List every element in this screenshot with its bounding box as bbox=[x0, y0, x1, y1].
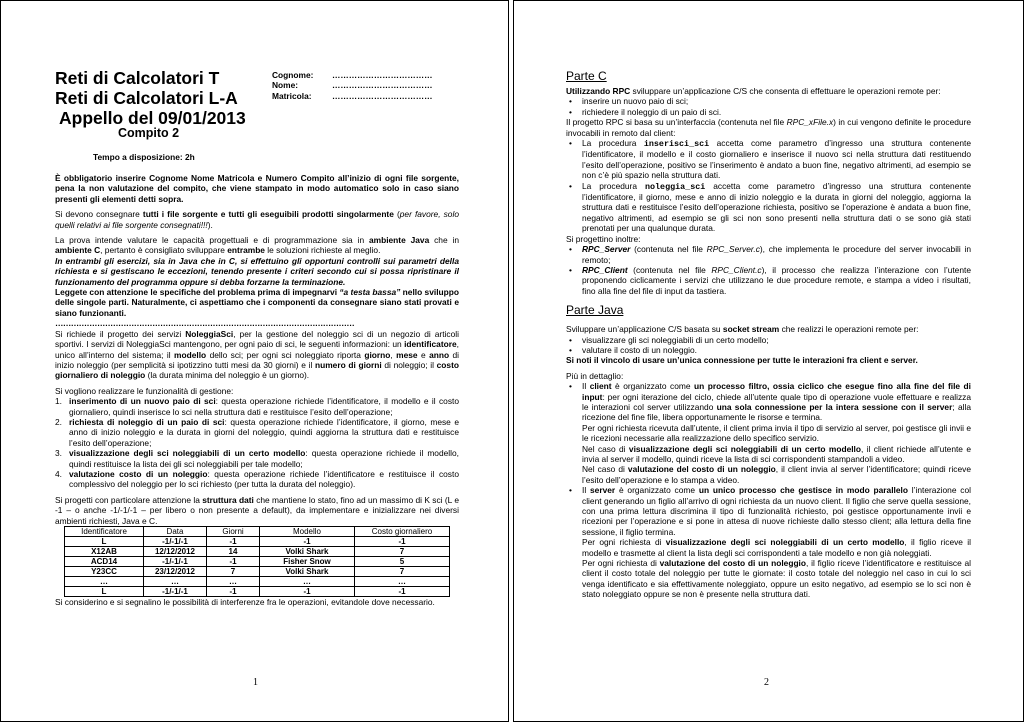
page-number: 2 bbox=[764, 677, 769, 688]
funzionalita-item: 4. valutazione costo di un noleggio: questa operazione richiede l’identificatore e restituisce il costo complessivo del noleggio per lo sci richiesto (per tutta la durata del noleggio). bbox=[55, 468, 459, 490]
bullet-item: • valutare il costo di un noleggio. bbox=[569, 344, 697, 355]
table-cell: … bbox=[207, 577, 260, 587]
bullet-item: • richiedere il noleggio di un paio di sci. bbox=[569, 106, 722, 117]
table-cell: … bbox=[260, 577, 355, 587]
table-cell: -1 bbox=[207, 587, 260, 597]
table-cell: L bbox=[65, 587, 144, 597]
java-vincolo: Si noti il vincolo di usare un’unica connessione per tutte le interazioni fra client e server. bbox=[566, 355, 918, 366]
title-line-2: Reti di Calcolatori L-A bbox=[55, 88, 238, 108]
page1-body bbox=[55, 173, 459, 607]
section-parte-java: Parte Java bbox=[566, 303, 624, 318]
table-cell: 5 bbox=[355, 557, 450, 567]
procedure-inserisci: • La procedura inserisci_sci accetta come parametro d’ingresso una struttura contenente l’identificatore, il modello e il costo giornaliero e inserisce il nuovo sci nella struttura dati restituendo l’esito dell’operazione, positivo se l’inserimento è andato a buon fine, negativo altrimenti, ad esempio se non c’è più spazio nella struttura dati. bbox=[569, 138, 971, 181]
table-header-cell: Identificatore bbox=[65, 527, 144, 537]
table-cell: -1/-1/-1 bbox=[144, 587, 207, 597]
title-line-3: Appello del 09/01/2013 bbox=[59, 108, 246, 128]
rpc-client-item: • RPC_Client (contenuta nel file RPC_Client.c), il processo che realizza l’interazione con l’utente proponendo ciclicamente i servizi che utilizzano le due procedure remote, e stampa a video i risultati, fino alla fine del file di input da tastiera. bbox=[569, 264, 971, 296]
page-1 bbox=[0, 0, 509, 722]
table-cell: -1 bbox=[260, 587, 355, 597]
table-cell: 12/12/2012 bbox=[144, 547, 207, 557]
dettaglio-label: Più in dettaglio: bbox=[566, 370, 624, 381]
table-cell: -1/-1/-1 bbox=[144, 537, 207, 547]
progetto-paragraph: Si richiede il progetto dei servizi NoleggiaSci, per la gestione del noleggio sci di un negozio di articoli sportivi. I servizi di NoleggiaSci mantengono, per ogni paio di sci, le seguenti informazioni: un identificatore, unico all’interno del sistema; il modello dello sci; per ogni sci noleggiato riporta giorno, mese e anno di inizio noleggio (per semplicità si ipotizzino tutti mesi da 30 giorni) e il numero di giorni di noleggio; il costo giornaliero di noleggio (la durata minima del noleggio è un giorno). bbox=[55, 328, 460, 381]
table-cell: 7 bbox=[355, 547, 450, 557]
rpc-intro: Utilizzando RPC sviluppare un’applicazione C/S che consenta di effettuare le operazioni remote per: bbox=[566, 86, 941, 96]
table-cell: -1 bbox=[207, 537, 260, 547]
interferenze-paragraph: Si considerino e si segnalino le possibilità di interferenze fra le operazioni, evitandole dove necessario. bbox=[55, 597, 435, 607]
table-cell: 7 bbox=[355, 567, 450, 577]
table-row bbox=[65, 577, 450, 587]
exam-title bbox=[55, 68, 246, 128]
table-cell: … bbox=[355, 577, 450, 587]
controlli-paragraph: In entrambi gli esercizi, sia in Java che in C, si effettuino gli opportuni controlli sui parametri della richiesta e si gestiscano le eccezioni, tenendo presente i criteri secondo cui si possa ripristinare il funzionamento del programma oppure si debba forzarne la terminazione. bbox=[55, 255, 459, 287]
table-cell: -1 bbox=[355, 537, 450, 547]
funzionalita-item: 3. visualizzazione degli sci noleggiabili di un certo modello: questa operazione richiede il modello, quindi restituisce la lista dei gli sci noleggiabili per tale modello; bbox=[55, 448, 459, 469]
table-cell: -1 bbox=[260, 537, 355, 547]
consegna-paragraph: Si devono consegnare tutti i file sorgente e tutti gli eseguibili prodotti singolarmente (per favore, solo quelli relativi ai file sorgente consegnati!!!). bbox=[55, 209, 459, 230]
student-fields bbox=[272, 70, 433, 101]
section-parte-c: Parte C bbox=[566, 69, 607, 83]
table-header-cell: Giorni bbox=[207, 527, 260, 537]
attenzione-paragraph: Leggete con attenzione le specifiche del problema prima di impegnarvi “a testa bassa” nello sviluppo delle singole parti. Naturalmente, ci aspettiamo che i componenti da consegnare siano stati provati e siano funzionanti. bbox=[55, 287, 459, 318]
tempo-label: Tempo a disposizione: 2h bbox=[93, 152, 195, 162]
table-cell: 14 bbox=[207, 547, 260, 557]
progettino-intro: Si progettino inoltre: bbox=[566, 233, 641, 244]
table-cell: -1 bbox=[207, 557, 260, 567]
table-cell: 7 bbox=[207, 567, 260, 577]
page2-body bbox=[566, 69, 971, 600]
table-row bbox=[65, 567, 450, 577]
table-cell: … bbox=[144, 577, 207, 587]
rpc-server-item: • RPC_Server (contenuta nel file RPC_Server.c), che implementa le procedure del server invocabili in remoto; bbox=[569, 244, 971, 265]
obbligo-paragraph: È obbligatorio inserire Cognome Nome Matricola e Numero Compito all’inizio di ogni file sorgente, pena la non valutazione del compito, che viene stampato in modo automatico solo in caso siano presenti gli elementi detti sopra. bbox=[55, 173, 459, 204]
page-number: 1 bbox=[253, 677, 258, 688]
server-description: • Il server è organizzato come un unico processo che gestisce in modo parallelo l’interazione col client generando un figlio all’arrivo di ogni richiesta da un nuovo client. Il figlio che serve quella sessione, con una prima lettura discrimina il tipo di funzionalità richiesto, poi gestisce opportunamente invii e ricezioni per l’operazione e si pone in attesa di nuove richieste dallo stesso client; alla lettura della fine sessione, il figlio termina. Per ogni richiesta di visualizzazione degli sci noleggiabili di un certo modello, il figlio riceve il modello e trasmette al client la lista degli sci corrispondenti a tale modello e non già noleggiati. Per ogni richiesta di valutazione del costo di un noleggio, il figlio riceve l’identificatore e restituisce al client il costo totale del noleggio per tutte le giornate: il costo totale del noleggio nel caso in cui lo sci venga identificato e sia effettivamente noleggiato, oppure un esito negativo, ad esempio se lo sci non è stato noleggiato oppure se non è presente nella struttura dati. bbox=[569, 485, 972, 600]
java-intro: Sviluppare un’applicazione C/S basata su socket stream che realizzi le operazioni remote per: bbox=[566, 324, 919, 335]
field-matricola: Matricola: ……………………………… bbox=[272, 90, 433, 101]
funzionalita-item: 2. richiesta di noleggio di un paio di sci: questa operazione richiede l’identificatore, il giorno, mese e anno di inizio noleggio e la durata in giorni del noleggio, quindi aggiorna la struttura dati e restituisce l’esito dell’operazione; bbox=[55, 416, 460, 448]
table-cell: ACD14 bbox=[65, 557, 144, 567]
rpc-interfaccia: Il progetto RPC si basa su un’interfaccia (contenuta nel file RPC_xFile.x) in cui vengono definite le procedure invocabili in remoto dal client: bbox=[566, 117, 971, 138]
procedure-noleggia: • La procedura noleggia_sci accetta come parametro d’ingresso una struttura contenente l’identificatore, il giorno, mese e anno di inizio noleggio e la durata in giorni del noleggio, aggiorna la struttura dati e restituisce l’esito dell’operazione richiesta, positivo se l’operazione è andata a buon fine, negativo altrimenti, ad esempio se gli sci non sono presenti nella struttura dati o se sono già stati prenotati per una qualunque durata. bbox=[569, 180, 971, 234]
table-row bbox=[65, 587, 450, 597]
table-cell: Y23CC bbox=[65, 567, 144, 577]
table-cell: X12AB bbox=[65, 547, 144, 557]
table-cell: … bbox=[65, 577, 144, 587]
funzionalita-intro: Si vogliono realizzare le funzionalità di gestione: bbox=[55, 385, 234, 396]
bullet-item: • visualizzare gli sci noleggiabili di un certo modello; bbox=[569, 334, 769, 345]
table-cell: 23/12/2012 bbox=[144, 567, 207, 577]
table-cell: -1/-1/-1 bbox=[144, 557, 207, 567]
struttura-paragraph: Si progetti con particolare attenzione la struttura dati che mantiene lo stato, fino ad un massimo di K sci (L e -1 – o anche -1/-1/-1 – per libero o non presente a default), da implementare e inizializzare nei diversi ambienti richiesti, Java e C. bbox=[55, 494, 459, 526]
bullet-item: • inserire un nuovo paio di sci; bbox=[569, 96, 689, 107]
client-description: • Il client è organizzato come un processo filtro, ossia ciclico che esegue fino alla fine del file di input: per ogni iterazione del ciclo, chiede all’utente quale tipo di operazione vuole effettuare e realizza le interazioni col server utilizzando una sola connessione per la intera sessione con il server; alla ricezione del fine file, libera opportunamente le risorse e termina. Per ogni richiesta ricevuta dall’utente, il client prima invia il tipo di servizio al server, poi gestisce gli invii e le ricezioni necessarie alla realizzazione dello specifico servizio. Nel caso di visualizzazione degli sci noleggiabili di un certo modello, il client richiede all’utente e invia al server il modello, quindi riceve la lista di sci corrispondenti stampandoli a video. Nel caso di valutazione del costo di un noleggio, il client invia al server l’identificatore; quindi riceve l’esito dell’operazione e lo stampa a video. bbox=[569, 381, 972, 485]
table-cell: Fisher Snow bbox=[260, 557, 355, 567]
field-nome: Nome: ……………………………… bbox=[272, 80, 433, 91]
page-2 bbox=[513, 0, 1024, 722]
title-line-1: Reti di Calcolatori T bbox=[55, 68, 220, 88]
table-header-cell: Modello bbox=[260, 527, 355, 537]
field-cognome: Cognome: ……………………………… bbox=[272, 70, 433, 80]
dotted-separator: …………………………………………………………………………………………………… bbox=[55, 318, 355, 329]
struttura-table bbox=[64, 526, 450, 597]
table-header-cell: Data bbox=[144, 527, 207, 537]
compito-label: Compito 2 bbox=[118, 126, 180, 140]
table-row bbox=[65, 557, 450, 567]
table-header-cell: Costo giornaliero bbox=[355, 527, 450, 537]
table-cell: -1 bbox=[355, 587, 450, 597]
prova-paragraph: La prova intende valutare le capacità progettuali e di programmazione sia in ambiente Java che in ambiente C, pertanto è consigliato sviluppare entrambe le soluzioni richieste al meglio. bbox=[55, 235, 459, 256]
table-cell: Volki Shark bbox=[260, 547, 355, 557]
table-row bbox=[65, 537, 450, 547]
table-cell: Volki Shark bbox=[260, 567, 355, 577]
table-header-row bbox=[65, 527, 450, 537]
funzionalita-item: 1. inserimento di un nuovo paio di sci: questa operazione richiede l’identificatore, il modello e il costo giornaliero, quindi inserisce lo sci nella struttura dati e restituisce l’esito dell’operazione; bbox=[55, 396, 459, 417]
table-cell: L bbox=[65, 537, 144, 547]
table-row bbox=[65, 547, 450, 557]
